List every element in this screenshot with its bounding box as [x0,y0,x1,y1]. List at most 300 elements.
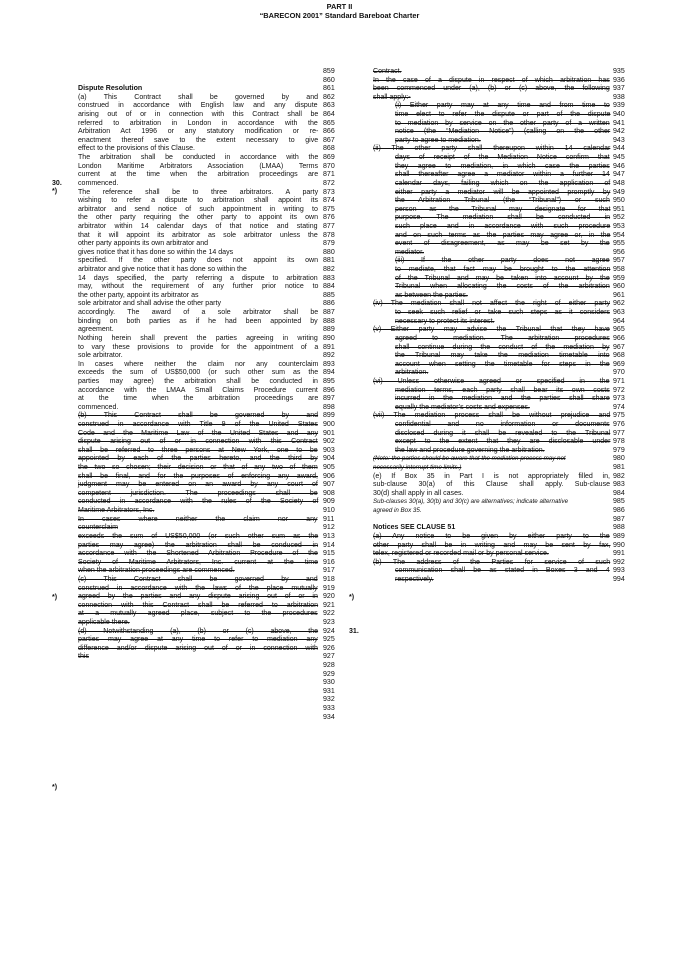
line-number: 984 [613,489,625,497]
line-number: 861 [323,85,335,93]
line-number: 993 [613,567,625,575]
text-line [78,481,373,490]
line-number: 945 [613,154,625,162]
text-line [78,275,373,284]
text-line [373,94,658,103]
text-line [373,240,658,249]
line-number: 875 [323,205,335,213]
text-line [78,189,373,198]
line-number: 866 [323,128,335,136]
line-number: 880 [323,248,335,256]
line-number: 902 [323,438,335,446]
line-text: disclosed during it shall be revealed to the Tribunal [395,429,611,437]
alternative-marker: *) [52,594,58,601]
line-number: 877 [323,222,335,230]
alternative-marker: *) [52,784,58,791]
line-number: 957 [613,257,625,265]
text-line [78,576,373,585]
line-text: commenced. [78,179,119,187]
text-line [78,102,373,111]
text-line [373,77,658,86]
text-line [78,619,373,628]
text-line [78,438,373,447]
text-line [78,610,373,619]
text-line [78,318,373,327]
line-text: the two so chosen; their decision or that of any two of them [78,464,318,472]
line-text: when the arbitration proceedings are commenced. [78,567,235,575]
line-text: confidential and no information or documents [395,420,610,428]
line-number: 942 [613,128,625,136]
line-number: 970 [613,369,625,377]
line-text: calendar days, failing which on the application of [395,179,611,187]
text-line [78,645,373,654]
text-line [373,490,658,499]
text-line [78,490,373,499]
line-text: wishing to refer a dispute to arbitration shall appoint its [78,197,319,205]
left-column [78,68,373,722]
line-text: event of disagreement, as may be set by the [395,240,610,248]
line-text: specified. If the other party does not appoint its own [78,257,319,265]
text-line [78,473,373,482]
line-number: 946 [613,162,625,170]
line-text: to seek such relief or take such steps as it considers [395,309,610,317]
line-number: 934 [323,713,335,721]
text-line [373,464,658,473]
text-line [373,378,658,387]
line-number: 917 [323,567,335,575]
line-number: 884 [323,283,335,291]
line-text: construed in accordance with Title 9 of the United States [78,420,318,428]
line-number: 935 [613,68,625,75]
text-line [373,120,658,129]
line-number: 889 [323,326,335,334]
line-number: 990 [613,541,625,549]
text-line [373,430,658,439]
line-text: arbitrator within 14 calendar days of that notice and stating [78,222,318,230]
line-text: necessarily interrupt time limits.) [373,464,462,472]
text-line [373,137,658,146]
text-line [78,326,373,335]
line-text: notice (the “Mediation Notice”) (calling on the other [395,128,611,136]
line-text: such place and in accordance with such procedure [395,222,611,230]
right-column [373,68,658,585]
line-number: 977 [613,429,625,437]
text-line [78,498,373,507]
line-number: 951 [613,205,625,213]
text-line [373,275,658,284]
text-line [373,335,658,344]
line-text: time elect to refer the dispute or part of the dispute [395,111,611,119]
text-line [78,679,373,688]
text-line [373,266,658,275]
line-number: 876 [323,214,335,222]
line-number: 953 [613,222,625,230]
text-line [373,197,658,206]
line-text: The reference shall be to three arbitrators. A party [78,188,319,196]
line-number: 950 [613,197,625,205]
line-number: 979 [613,446,625,454]
text-line [78,404,373,413]
line-text: necessary to protect its interest. [395,317,495,325]
text-line [78,559,373,568]
line-number: 859 [323,68,335,75]
line-number: 905 [323,464,335,472]
text-line [78,214,373,223]
line-text: counterclaim [78,524,118,532]
text-line [373,498,658,507]
text-line [373,361,658,370]
text-line [78,68,373,77]
document-title: “BARECON 2001” Standard Bareboat Charter [259,11,420,20]
text-line [78,671,373,680]
line-number: 960 [613,283,625,291]
text-line [78,705,373,714]
text-line [78,352,373,361]
text-line [78,206,373,215]
line-text: (iii) If the other party does not agree [395,257,610,265]
line-number: 868 [323,145,335,153]
line-text: In the case of a dispute in respect of which arbitration has [373,76,610,84]
text-line [373,189,658,198]
text-line [78,533,373,542]
text-line [78,266,373,275]
line-number: 897 [323,395,335,403]
line-number: 867 [323,136,335,144]
text-line [78,249,373,258]
line-text: (b) This Contract shall be governed by and [78,412,319,420]
line-text: shall be referred to three persons at New York, one to be [78,446,318,454]
line-text: shall thereafter agree a mediator within a further 14 [395,171,610,179]
alternative-marker: *) [349,594,355,601]
line-number: 954 [613,231,625,239]
line-text: agreed in Box 35. [373,507,422,515]
line-number: 920 [323,593,335,601]
line-text: accordance with the LMAA Small Claims Procedure current [78,386,318,394]
text-line [373,344,658,353]
text-line [78,696,373,705]
text-line [373,567,658,576]
text-line [78,516,373,525]
text-line [78,636,373,645]
line-text: (Note: the parties should be aware that the mediation process may not [373,455,566,463]
line-text: competent jurisdiction. The proceedings shall be [78,489,318,497]
line-text: Maritime Arbitrators, Inc. [78,507,155,515]
line-number: 967 [613,343,625,351]
line-text: parties may agree) the arbitration shall be conducted in [78,377,318,385]
text-line [373,85,658,94]
text-line [78,145,373,154]
line-number: 985 [613,498,625,506]
text-line [78,447,373,456]
line-text: connection with this Contract shall be referred to arbitration [78,601,319,609]
line-number: 862 [323,93,335,101]
line-number: 892 [323,352,335,360]
text-line [78,197,373,206]
text-line [78,292,373,301]
line-text: and on such terms as the parties may agree or, in the [395,231,611,239]
text-line [373,309,658,318]
text-line [78,232,373,241]
line-text: London Maritime Arbitrators Association (LMAA) Terms [78,162,319,170]
line-number: 908 [323,489,335,497]
line-number: 986 [613,507,625,515]
line-number: 987 [613,515,625,523]
line-number: 939 [613,102,625,110]
text-line [78,171,373,180]
line-number: 871 [323,171,335,179]
line-number: 931 [323,687,335,695]
line-text: gives notice that it has done so within the 14 days [78,248,234,256]
line-text: commenced. [78,403,119,411]
line-number: 907 [323,481,335,489]
line-text: In cases where neither the claim nor any counterclaim [78,360,319,368]
line-text: the Tribunal may take the mediation timetable into [395,352,610,360]
text-line [373,180,658,189]
line-number: 896 [323,386,335,394]
line-text: exceeds the sum of US$50,000 (or such other sum as the [78,532,319,540]
clause-30-number: 30. [52,180,62,187]
line-text: (a) This Contract shall be governed by and [78,93,319,101]
line-text: arbitration. [395,369,429,377]
text-line [78,455,373,464]
line-text: shall apply:- [373,93,411,101]
text-line [78,335,373,344]
line-text: shall continue during the conduct of the mediation by [395,343,610,351]
text-line [373,154,658,163]
line-text: binding on both parties as if he had been appointed by [78,317,318,325]
line-text: equally the mediator’s costs and expenses. [395,403,530,411]
line-number: 974 [613,403,625,411]
line-number: 975 [613,412,625,420]
line-text: parties may agree at any time to refer to mediation any [78,636,318,644]
line-text: parties may agree) the arbitration shall be conduced in [78,541,319,549]
text-line [373,232,658,241]
line-text: construed in accordance with English law and any dispute [78,102,318,110]
line-number: 955 [613,240,625,248]
text-line [373,214,658,223]
line-number: 980 [613,455,625,463]
text-line [78,688,373,697]
text-line [373,473,658,482]
text-line [373,542,658,551]
line-number: 988 [613,524,625,532]
line-text: sole arbitrator. [78,352,123,360]
line-number: 865 [323,119,335,127]
line-text: Arbitration Act 1996 or any statutory modification or re- [78,128,319,136]
line-number: 924 [323,627,335,635]
text-line [373,68,658,77]
text-line [373,223,658,232]
line-text: shall be final, and for the purposes of enforcing any award, [78,472,318,480]
text-line [78,387,373,396]
text-line [373,369,658,378]
line-number: 906 [323,472,335,480]
line-text: accordingly. The award of a sole arbitrator shall be [78,309,319,317]
line-number: 894 [323,369,335,377]
line-number: 922 [323,610,335,618]
line-text: applicable there. [78,619,130,626]
line-number: 863 [323,102,335,110]
text-line [78,240,373,249]
text-line [373,481,658,490]
line-number: 938 [613,93,625,101]
text-line [373,292,658,301]
text-line [373,111,658,120]
line-text: (e) If Box 35 in Part I is not appropriately filled in, [373,472,610,480]
line-number: 890 [323,334,335,342]
text-line [373,283,658,292]
line-text: (i) Either party may at any time and from time to [395,102,610,110]
line-text: Society of Maritime Arbitrators, Inc. current at the time [78,558,319,566]
line-text: either party a mediator will be appointed promptly by [395,188,611,196]
part-label: PART II [326,2,353,11]
line-text: of the Tribunal and may be taken into account by the [395,274,610,282]
line-text: Tribunal when allocating the costs of the arbitration [395,283,610,291]
line-number: 989 [613,532,625,540]
line-number: 973 [613,395,625,403]
text-line [373,421,658,430]
line-number: 937 [613,85,625,93]
line-number: 872 [323,179,335,187]
line-text: account when setting the timetable for steps in the [395,360,610,368]
line-number: 869 [323,154,335,162]
text-line [78,361,373,370]
text-line [373,412,658,421]
line-number: 982 [613,472,625,480]
line-text: communication shall be as stated in Boxes 3 and 4 [395,567,610,575]
text-line [373,387,658,396]
line-text: that it will appoint its arbitrator as sole arbitrator unless the [78,231,318,239]
line-number: 864 [323,111,335,119]
line-text: dispute arising out of or in connection with this Contract [78,438,318,446]
line-text: at a mutually agreed place, subject to the procedures [78,610,318,618]
line-text: conducted in accordance with the rules of the Society of [78,498,319,506]
text-line [373,533,658,542]
text-line [78,309,373,318]
text-line [373,516,658,525]
line-number: 882 [323,266,335,274]
line-number: 972 [613,386,625,394]
line-number: 949 [613,188,625,196]
line-number: 915 [323,550,335,558]
line-number: 959 [613,274,625,282]
text-line [78,163,373,172]
text-line [78,128,373,137]
text-line [373,576,658,585]
text-line [78,257,373,266]
text-line [78,585,373,594]
line-number: 923 [323,619,335,626]
line-number: 958 [613,266,625,274]
line-text: to mediation by service on the other party of a written [395,119,610,127]
line-text: person as the Tribunal may designate for that [395,205,611,213]
line-text: mediator. [395,248,424,256]
line-number: 983 [613,481,625,489]
text-line [78,283,373,292]
text-line [78,77,373,86]
line-number: 860 [323,76,335,84]
line-text: (v) Either party may advise the Tribunal that they have [373,326,610,334]
text-line [78,464,373,473]
text-line [373,404,658,413]
line-number: 874 [323,197,335,205]
text-line [373,352,658,361]
text-line [78,662,373,671]
line-text: In cases where neither the claim nor any [78,515,318,523]
line-number: 978 [613,438,625,446]
line-text: construed in accordance with the laws of the place mutually [78,584,318,592]
text-line [373,145,658,154]
line-number: 952 [613,214,625,222]
line-text: exceeds the sum of US$50,000 (or such other sum as the [78,369,319,377]
text-line [78,542,373,551]
text-line [78,369,373,378]
line-text: (ii) The other party shall thereupon within 14 calendar [373,145,611,153]
line-number: 898 [323,403,335,411]
line-text: (vii) The mediation process shall be without prejudice and [373,412,611,420]
line-number: 956 [613,248,625,256]
line-number: 870 [323,162,335,170]
line-number: 895 [323,377,335,385]
text-line [78,507,373,516]
line-text: other party appoints its own arbitrator and [78,240,209,248]
text-line [78,94,373,103]
line-number: 929 [323,670,335,678]
line-text: The arbitration shall be conducted in accordance with the [78,154,319,162]
line-text: mediation terms, each party shall bear its own costs [395,386,610,394]
line-number: 940 [613,111,625,119]
text-line [373,206,658,215]
line-text: referred to arbitration in London in accordance with the [78,119,318,127]
text-line [373,438,658,447]
line-number: 992 [613,558,625,566]
line-text: enactment thereof save to the extent necessary to give [78,136,319,144]
line-number: 914 [323,541,335,549]
line-text: except to the extent that they are disclosable under [395,438,611,446]
alternative-marker: *) [52,188,58,195]
line-text: to mediate, that fact may be brought to the attention [395,266,611,274]
line-text: they agree to mediation, in which case the parties [395,162,610,170]
text-line [78,412,373,421]
text-line [78,180,373,189]
line-text: incurred in the mediation and the parties shall share [395,395,610,403]
line-text: the other party requiring the other party to appoint its own [78,214,319,222]
text-line [373,171,658,180]
text-line [78,567,373,576]
line-text: difference and/or dispute arising out of or in connection with [78,644,318,652]
text-line [78,550,373,559]
line-number: 971 [613,377,625,385]
line-text: agreed to mediation. The arbitration procedures [395,334,610,342]
line-number: 966 [613,334,625,342]
line-text: Sub-clauses 30(a), 30(b) and 30(c) are alternatives; indicate alternative [373,498,569,506]
text-line [373,318,658,327]
text-line [373,524,658,533]
text-line [78,395,373,404]
line-number: 948 [613,179,625,187]
line-number: 911 [323,515,335,523]
line-number: 961 [613,291,625,299]
text-line [373,447,658,456]
line-number: 904 [323,455,335,463]
line-text: this [78,653,89,661]
text-line [373,128,658,137]
line-number: 969 [613,360,625,368]
text-line [373,102,658,111]
line-text: the other party, appoint its arbitrator as [78,291,199,299]
line-number: 878 [323,231,335,239]
text-line [78,111,373,120]
